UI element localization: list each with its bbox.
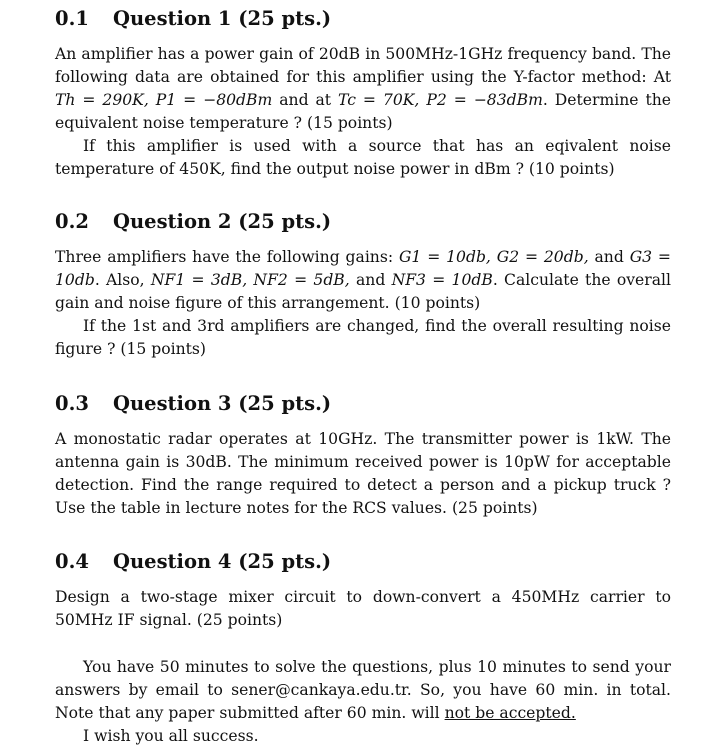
question-1-number: 0.1 [55,7,89,30]
q2-text-3: . Also, [94,271,151,289]
q1-text-2: and at [272,91,339,109]
question-1-paragraph-2: If this amplifier is used with a source that has an eqivalent noise temperature of 450K, find the output noise power in dBm ? (10 points) [55,137,671,178]
question-1-title: Question 1 (25 pts.) [113,7,332,30]
q2-text-1: Three amplifiers have the following gains: [55,248,399,266]
question-1-heading [55,6,331,32]
q2-text-2: and [588,248,630,266]
q1-math-2: Tc = 70K, P2 = −83dBm [338,91,543,109]
q2-math-1: G1 = 10db, G2 = 20db, [398,248,589,266]
question-3-paragraph-1: A monostatic radar operates at 10GHz. The transmitter power is 1kW. The antenna gain is 30dB. The minimum received power is 10pW for acceptable detection. Find the range required to detect a person and a pickup truck ? Use the table in lecture notes for the RCS values. (25 points) [55,430,671,517]
notes-underlined-text: not be accepted. [444,704,576,722]
notes-paragraph [55,656,671,725]
q2-text-4: and [349,271,392,289]
question-2-body [55,246,671,361]
question-2-number: 0.2 [55,210,89,233]
question-2-paragraph-2: If the 1st and 3rd amplifiers are changed, find the overall resulting noise figure ? (15 points) [55,317,671,358]
question-4-body [55,586,671,632]
question-1-body [55,43,671,181]
q1-math-1: Th = 290K, P1 = −80dBm [55,91,273,109]
q2-text-5: . Calculate the overall gain and noise figure of this arrangement. (10 points) [55,271,671,312]
exam-notes [55,656,671,748]
question-4-paragraph-1: Design a two-stage mixer circuit to down-convert a 450MHz carrier to 50MHz IF signal. (25 points) [55,588,671,629]
q2-math-3: NF1 = 3dB, NF2 = 5dB, [150,271,350,289]
question-2-heading [55,209,331,235]
question-3-title: Question 3 (25 pts.) [113,392,332,415]
question-4-title: Question 4 (25 pts.) [113,550,332,573]
notes-text: You have 50 minutes to solve the questions, plus 10 minutes to send your answers by email to sener@cankaya.edu.tr. So, you have 60 min. in total. Note that any paper submitted after 60 min. will [55,658,671,722]
question-3-number: 0.3 [55,392,89,415]
question-2-paragraph-1 [55,246,671,315]
question-3-body [55,428,671,520]
question-4-heading [55,549,331,575]
notes-closing: I wish you all success. [83,727,259,745]
q1-text-3: . Determine the equivalent noise temperature ? (15 points) [55,91,671,132]
q2-math-2: G3 = 10db [55,248,671,289]
q2-math-4: NF3 = 10dB [391,271,493,289]
q1-text-1: An amplifier has a power gain of 20dB in 500MHz-1GHz frequency band. The following data are obtained for this amplifier using the Y-factor method: At [55,45,671,86]
question-3-heading [55,391,331,417]
question-4-number: 0.4 [55,550,89,573]
question-1-paragraph-1 [55,43,671,135]
question-2-title: Question 2 (25 pts.) [113,210,332,233]
